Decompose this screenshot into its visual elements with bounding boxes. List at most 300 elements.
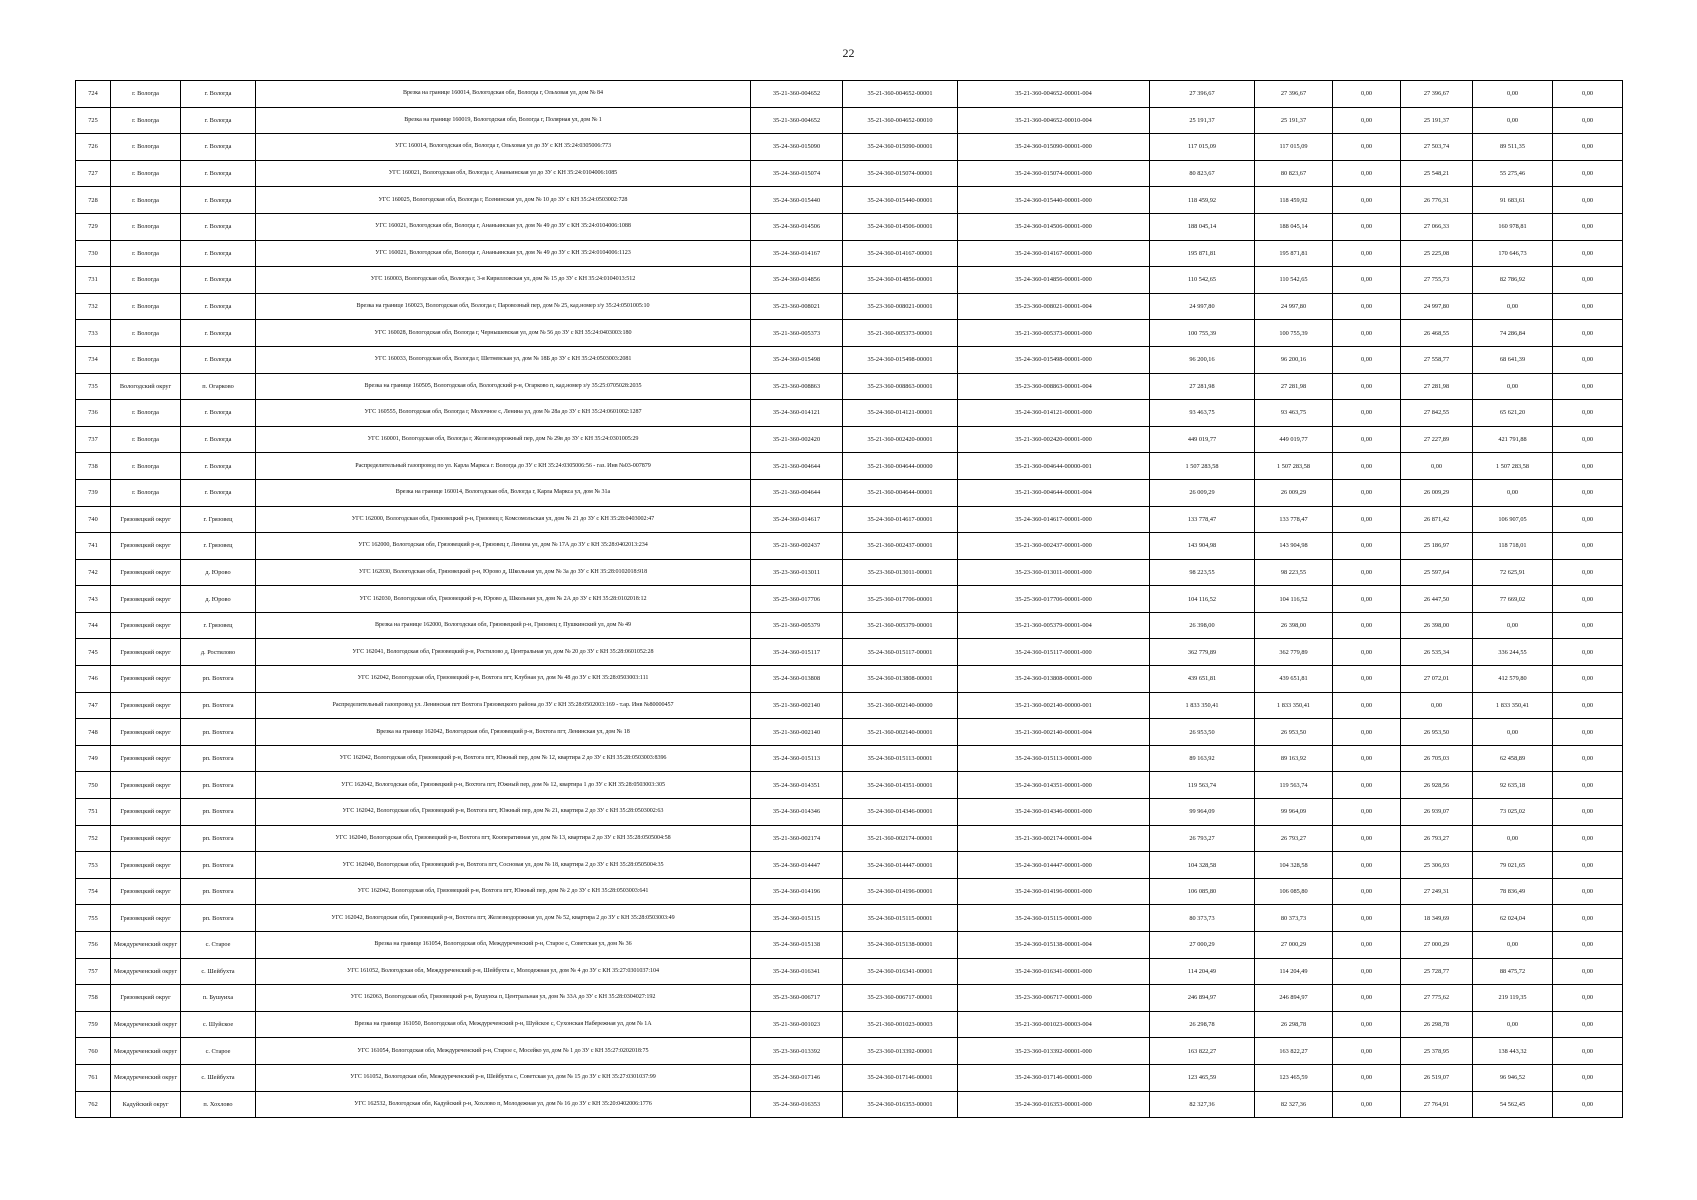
district-cell: г. Вологда bbox=[111, 81, 181, 108]
value-col-5-cell: 0,00 bbox=[1473, 932, 1553, 959]
total-value-cell: 26 953,50 bbox=[1150, 719, 1255, 746]
value-col-5-cell: 88 475,72 bbox=[1473, 958, 1553, 985]
asset-code-cell: 35-24-360-015440 bbox=[751, 187, 843, 214]
element-code-cell: 35-24-360-016341-00001-000 bbox=[958, 958, 1150, 985]
value-col-4-cell: 25 186,97 bbox=[1401, 533, 1473, 560]
value-col-6-cell: 0,00 bbox=[1553, 772, 1623, 799]
table-row bbox=[76, 1091, 1623, 1118]
element-code-cell: 35-24-360-015115-00001-000 bbox=[958, 905, 1150, 932]
district-cell: Кадуйский округ bbox=[111, 1091, 181, 1118]
value-col-4-cell: 26 535,34 bbox=[1401, 639, 1473, 666]
object-code-cell: 35-21-360-002174-00001 bbox=[843, 825, 958, 852]
total-value-cell: 362 779,89 bbox=[1150, 639, 1255, 666]
value-col-2-cell: 106 085,80 bbox=[1255, 878, 1333, 905]
row-number: 744 bbox=[76, 612, 111, 639]
object-code-cell: 35-21-360-002437-00001 bbox=[843, 533, 958, 560]
value-col-4-cell: 25 378,95 bbox=[1401, 1038, 1473, 1065]
value-col-6-cell: 0,00 bbox=[1553, 1011, 1623, 1038]
total-value-cell: 118 459,92 bbox=[1150, 187, 1255, 214]
asset-code-cell: 35-24-360-015117 bbox=[751, 639, 843, 666]
district-cell: Грязовецкий округ bbox=[111, 692, 181, 719]
row-number: 740 bbox=[76, 506, 111, 533]
value-col-3-cell: 0,00 bbox=[1333, 745, 1401, 772]
settlement-cell: г. Грязовец bbox=[181, 612, 256, 639]
element-code-cell: 35-24-360-016353-00001-000 bbox=[958, 1091, 1150, 1118]
total-value-cell: 82 327,36 bbox=[1150, 1091, 1255, 1118]
value-col-3-cell: 0,00 bbox=[1333, 107, 1401, 134]
object-address-cell: УГС 160021, Вологодская обл, Вологда г, Ананьинская ул до ЗУ с КН 35:24:0104006:1085 bbox=[256, 160, 751, 187]
value-col-5-cell: 68 641,39 bbox=[1473, 346, 1553, 373]
object-address-cell: УГС 160028, Вологодская обл, Вологда г, Чернышевская ул, дом № 56 до ЗУ с КН 35:24:0403003:180 bbox=[256, 320, 751, 347]
object-code-cell: 35-24-360-014167-00001 bbox=[843, 240, 958, 267]
value-col-6-cell: 0,00 bbox=[1553, 719, 1623, 746]
total-value-cell: 104 328,58 bbox=[1150, 852, 1255, 879]
value-col-4-cell: 27 755,73 bbox=[1401, 267, 1473, 294]
value-col-2-cell: 143 904,98 bbox=[1255, 533, 1333, 560]
table-row bbox=[76, 772, 1623, 799]
value-col-6-cell: 0,00 bbox=[1553, 639, 1623, 666]
object-code-cell: 35-24-360-015440-00001 bbox=[843, 187, 958, 214]
value-col-4-cell: 25 597,64 bbox=[1401, 559, 1473, 586]
value-col-2-cell: 118 459,92 bbox=[1255, 187, 1333, 214]
settlement-cell: с. Старое bbox=[181, 1038, 256, 1065]
element-code-cell: 35-25-360-017706-00001-000 bbox=[958, 586, 1150, 613]
settlement-cell: с. Шейбухта bbox=[181, 958, 256, 985]
object-code-cell: 35-23-360-006717-00001 bbox=[843, 985, 958, 1012]
asset-code-cell: 35-23-360-008863 bbox=[751, 373, 843, 400]
row-number: 752 bbox=[76, 825, 111, 852]
value-col-6-cell: 0,00 bbox=[1553, 187, 1623, 214]
table-row bbox=[76, 745, 1623, 772]
object-code-cell: 35-24-360-017146-00001 bbox=[843, 1064, 958, 1091]
value-col-3-cell: 0,00 bbox=[1333, 692, 1401, 719]
value-col-4-cell: 27 558,77 bbox=[1401, 346, 1473, 373]
table-row bbox=[76, 932, 1623, 959]
district-cell: Грязовецкий округ bbox=[111, 533, 181, 560]
value-col-6-cell: 0,00 bbox=[1553, 400, 1623, 427]
row-number: 749 bbox=[76, 745, 111, 772]
value-col-3-cell: 0,00 bbox=[1333, 878, 1401, 905]
value-col-6-cell: 0,00 bbox=[1553, 426, 1623, 453]
value-col-6-cell: 0,00 bbox=[1553, 320, 1623, 347]
value-col-3-cell: 0,00 bbox=[1333, 160, 1401, 187]
settlement-cell: г. Вологда bbox=[181, 134, 256, 161]
value-col-2-cell: 449 019,77 bbox=[1255, 426, 1333, 453]
row-number: 732 bbox=[76, 293, 111, 320]
value-col-4-cell: 26 928,56 bbox=[1401, 772, 1473, 799]
element-code-cell: 35-24-360-015440-00001-000 bbox=[958, 187, 1150, 214]
value-col-5-cell: 73 025,02 bbox=[1473, 799, 1553, 826]
value-col-3-cell: 0,00 bbox=[1333, 1011, 1401, 1038]
asset-code-cell: 35-21-360-005379 bbox=[751, 612, 843, 639]
value-col-4-cell: 26 447,50 bbox=[1401, 586, 1473, 613]
district-cell: Вологодский округ bbox=[111, 373, 181, 400]
table-row bbox=[76, 639, 1623, 666]
asset-code-cell: 35-21-360-001023 bbox=[751, 1011, 843, 1038]
value-col-5-cell: 106 907,05 bbox=[1473, 506, 1553, 533]
object-address-cell: Распределительный газопровод по ул. Карла Маркса г. Вологда до ЗУ с КН 35:24:0305006:56 - газ. Инв №03-007879 bbox=[256, 453, 751, 480]
settlement-cell: г. Вологда bbox=[181, 240, 256, 267]
settlement-cell: г. Вологда bbox=[181, 107, 256, 134]
value-col-4-cell: 27 000,29 bbox=[1401, 932, 1473, 959]
value-col-6-cell: 0,00 bbox=[1553, 160, 1623, 187]
row-number: 755 bbox=[76, 905, 111, 932]
element-code-cell: 35-24-360-014167-00001-000 bbox=[958, 240, 1150, 267]
value-col-2-cell: 99 964,09 bbox=[1255, 799, 1333, 826]
value-col-2-cell: 27 000,29 bbox=[1255, 932, 1333, 959]
row-number: 746 bbox=[76, 666, 111, 693]
asset-code-cell: 35-21-360-002140 bbox=[751, 692, 843, 719]
total-value-cell: 106 085,80 bbox=[1150, 878, 1255, 905]
value-col-2-cell: 104 328,58 bbox=[1255, 852, 1333, 879]
value-col-3-cell: 0,00 bbox=[1333, 852, 1401, 879]
value-col-2-cell: 24 997,80 bbox=[1255, 293, 1333, 320]
district-cell: г. Вологда bbox=[111, 400, 181, 427]
value-col-2-cell: 133 778,47 bbox=[1255, 506, 1333, 533]
value-col-2-cell: 1 507 283,58 bbox=[1255, 453, 1333, 480]
value-col-3-cell: 0,00 bbox=[1333, 799, 1401, 826]
value-col-5-cell: 0,00 bbox=[1473, 719, 1553, 746]
value-col-4-cell: 27 396,67 bbox=[1401, 81, 1473, 108]
asset-code-cell: 35-25-360-017706 bbox=[751, 586, 843, 613]
element-code-cell: 35-24-360-015117-00001-000 bbox=[958, 639, 1150, 666]
object-address-cell: УГС 160003, Вологодская обл, Вологда г, 3-я Кирилловская ул, дом № 15 до ЗУ с КН 35:24:0104013:512 bbox=[256, 267, 751, 294]
asset-code-cell: 35-24-360-014351 bbox=[751, 772, 843, 799]
table-row bbox=[76, 958, 1623, 985]
value-col-3-cell: 0,00 bbox=[1333, 293, 1401, 320]
value-col-5-cell: 62 458,89 bbox=[1473, 745, 1553, 772]
district-cell: Грязовецкий округ bbox=[111, 559, 181, 586]
row-number: 734 bbox=[76, 346, 111, 373]
total-value-cell: 99 964,09 bbox=[1150, 799, 1255, 826]
value-col-5-cell: 65 621,20 bbox=[1473, 400, 1553, 427]
object-address-cell: УГС 160001, Вологодская обл, Вологда г, Железнодорожный пер, дом № 29в до ЗУ с КН 35:24:0301005:29 bbox=[256, 426, 751, 453]
settlement-cell: п. Хохлово bbox=[181, 1091, 256, 1118]
object-code-cell: 35-24-360-015074-00001 bbox=[843, 160, 958, 187]
asset-code-cell: 35-24-360-014167 bbox=[751, 240, 843, 267]
total-value-cell: 80 373,73 bbox=[1150, 905, 1255, 932]
value-col-2-cell: 26 398,00 bbox=[1255, 612, 1333, 639]
settlement-cell: рп. Вохтога bbox=[181, 772, 256, 799]
element-code-cell: 35-21-360-004652-00010-004 bbox=[958, 107, 1150, 134]
value-col-4-cell: 26 871,42 bbox=[1401, 506, 1473, 533]
value-col-5-cell: 54 562,45 bbox=[1473, 1091, 1553, 1118]
total-value-cell: 246 894,97 bbox=[1150, 985, 1255, 1012]
value-col-4-cell: 18 349,69 bbox=[1401, 905, 1473, 932]
value-col-2-cell: 82 327,36 bbox=[1255, 1091, 1333, 1118]
value-col-3-cell: 0,00 bbox=[1333, 985, 1401, 1012]
value-col-2-cell: 93 463,75 bbox=[1255, 400, 1333, 427]
object-address-cell: Врезка на границе 160014, Вологодская обл, Вологда г, Карла Маркса ул, дом № 31а bbox=[256, 479, 751, 506]
total-value-cell: 114 204,49 bbox=[1150, 958, 1255, 985]
value-col-2-cell: 246 894,97 bbox=[1255, 985, 1333, 1012]
settlement-cell: рп. Вохтога bbox=[181, 719, 256, 746]
element-code-cell: 35-24-360-014506-00001-000 bbox=[958, 213, 1150, 240]
object-address-cell: Врезка на границе 162042, Вологодская обл, Грязовецкий р-н, Вохтога пгт, Ленинская ул, дом № 18 bbox=[256, 719, 751, 746]
object-code-cell: 35-21-360-004644-00000 bbox=[843, 453, 958, 480]
value-col-4-cell: 27 764,91 bbox=[1401, 1091, 1473, 1118]
value-col-2-cell: 25 191,37 bbox=[1255, 107, 1333, 134]
total-value-cell: 188 045,14 bbox=[1150, 213, 1255, 240]
object-address-cell: УГС 162063, Вологодская обл, Грязовецкий р-н, Бушуиха п, Центральная ул, дом № 33А до ЗУ с КН 35:28:0304027:192 bbox=[256, 985, 751, 1012]
value-col-3-cell: 0,00 bbox=[1333, 958, 1401, 985]
table-row bbox=[76, 559, 1623, 586]
total-value-cell: 163 822,27 bbox=[1150, 1038, 1255, 1065]
object-code-cell: 35-21-360-005379-00001 bbox=[843, 612, 958, 639]
value-col-3-cell: 0,00 bbox=[1333, 81, 1401, 108]
object-code-cell: 35-23-360-013392-00001 bbox=[843, 1038, 958, 1065]
value-col-5-cell: 412 579,80 bbox=[1473, 666, 1553, 693]
total-value-cell: 1 833 350,41 bbox=[1150, 692, 1255, 719]
value-col-6-cell: 0,00 bbox=[1553, 958, 1623, 985]
object-code-cell: 35-24-360-016341-00001 bbox=[843, 958, 958, 985]
element-code-cell: 35-21-360-002437-00001-000 bbox=[958, 533, 1150, 560]
total-value-cell: 133 778,47 bbox=[1150, 506, 1255, 533]
asset-code-cell: 35-24-360-014346 bbox=[751, 799, 843, 826]
object-code-cell: 35-24-360-014617-00001 bbox=[843, 506, 958, 533]
registry-table-wrapper bbox=[75, 80, 1622, 1118]
settlement-cell: г. Вологда bbox=[181, 267, 256, 294]
settlement-cell: с. Шуйское bbox=[181, 1011, 256, 1038]
district-cell: Междуреченский округ bbox=[111, 958, 181, 985]
object-address-cell: УГС 160021, Вологодская обл, Вологда г, Ананьинская ул, дом № 49 до ЗУ с КН 35:24:0104006:1123 bbox=[256, 240, 751, 267]
object-address-cell: УГС 162042, Вологодская обл, Грязовецкий р-н, Вохтога пгт, Южный пер, дом № 12, квартира 1 до ЗУ с КН 35:28:0503003:305 bbox=[256, 772, 751, 799]
value-col-6-cell: 0,00 bbox=[1553, 506, 1623, 533]
table-row bbox=[76, 81, 1623, 108]
value-col-3-cell: 0,00 bbox=[1333, 134, 1401, 161]
value-col-5-cell: 92 635,18 bbox=[1473, 772, 1553, 799]
value-col-3-cell: 0,00 bbox=[1333, 825, 1401, 852]
settlement-cell: г. Вологда bbox=[181, 293, 256, 320]
value-col-2-cell: 188 045,14 bbox=[1255, 213, 1333, 240]
value-col-6-cell: 0,00 bbox=[1553, 985, 1623, 1012]
element-code-cell: 35-24-360-015090-00001-000 bbox=[958, 134, 1150, 161]
settlement-cell: г. Вологда bbox=[181, 160, 256, 187]
object-code-cell: 35-24-360-016353-00001 bbox=[843, 1091, 958, 1118]
value-col-4-cell: 26 705,03 bbox=[1401, 745, 1473, 772]
total-value-cell: 24 997,80 bbox=[1150, 293, 1255, 320]
value-col-3-cell: 0,00 bbox=[1333, 479, 1401, 506]
value-col-4-cell: 26 468,55 bbox=[1401, 320, 1473, 347]
object-code-cell: 35-21-360-002140-00000 bbox=[843, 692, 958, 719]
value-col-2-cell: 26 009,29 bbox=[1255, 479, 1333, 506]
value-col-5-cell: 0,00 bbox=[1473, 1011, 1553, 1038]
total-value-cell: 195 871,81 bbox=[1150, 240, 1255, 267]
total-value-cell: 80 823,67 bbox=[1150, 160, 1255, 187]
district-cell: г. Вологда bbox=[111, 160, 181, 187]
row-number: 730 bbox=[76, 240, 111, 267]
asset-code-cell: 35-24-360-014447 bbox=[751, 852, 843, 879]
total-value-cell: 117 015,09 bbox=[1150, 134, 1255, 161]
object-code-cell: 35-21-360-005373-00001 bbox=[843, 320, 958, 347]
total-value-cell: 439 651,81 bbox=[1150, 666, 1255, 693]
value-col-2-cell: 163 822,27 bbox=[1255, 1038, 1333, 1065]
table-row bbox=[76, 134, 1623, 161]
value-col-5-cell: 0,00 bbox=[1473, 825, 1553, 852]
value-col-2-cell: 123 465,59 bbox=[1255, 1064, 1333, 1091]
asset-code-cell: 35-23-360-006717 bbox=[751, 985, 843, 1012]
table-row bbox=[76, 267, 1623, 294]
value-col-5-cell: 78 836,49 bbox=[1473, 878, 1553, 905]
value-col-3-cell: 0,00 bbox=[1333, 506, 1401, 533]
table-row bbox=[76, 107, 1623, 134]
row-number: 747 bbox=[76, 692, 111, 719]
value-col-4-cell: 26 298,78 bbox=[1401, 1011, 1473, 1038]
object-address-cell: УГС 162040, Вологодская обл, Грязовецкий р-н, Вохтога пгт, Сосновая ул, дом № 18, квартира 2 до ЗУ с КН 35:28:0505004:35 bbox=[256, 852, 751, 879]
value-col-4-cell: 26 398,00 bbox=[1401, 612, 1473, 639]
value-col-2-cell: 104 116,52 bbox=[1255, 586, 1333, 613]
value-col-3-cell: 0,00 bbox=[1333, 533, 1401, 560]
asset-code-cell: 35-24-360-015138 bbox=[751, 932, 843, 959]
element-code-cell: 35-24-360-014196-00001-000 bbox=[958, 878, 1150, 905]
object-code-cell: 35-21-360-004652-00010 bbox=[843, 107, 958, 134]
total-value-cell: 26 398,00 bbox=[1150, 612, 1255, 639]
object-code-cell: 35-24-360-014447-00001 bbox=[843, 852, 958, 879]
value-col-3-cell: 0,00 bbox=[1333, 267, 1401, 294]
object-address-cell: Врезка на границе 160014, Вологодская обл, Вологда г, Ольховая ул, дом № 84 bbox=[256, 81, 751, 108]
row-number: 736 bbox=[76, 400, 111, 427]
element-code-cell: 35-21-360-002420-00001-000 bbox=[958, 426, 1150, 453]
settlement-cell: г. Вологда bbox=[181, 346, 256, 373]
value-col-4-cell: 26 776,31 bbox=[1401, 187, 1473, 214]
district-cell: Междуреченский округ bbox=[111, 1064, 181, 1091]
object-address-cell: УГС 161054, Вологодская обл, Междуреченский р-н, Старое с, Мосейко ул, дом № 1 до ЗУ с КН 35:27:0202018:75 bbox=[256, 1038, 751, 1065]
row-number: 733 bbox=[76, 320, 111, 347]
row-number: 741 bbox=[76, 533, 111, 560]
value-col-4-cell: 26 009,29 bbox=[1401, 479, 1473, 506]
value-col-5-cell: 421 791,88 bbox=[1473, 426, 1553, 453]
settlement-cell: д. Ростилово bbox=[181, 639, 256, 666]
table-row bbox=[76, 719, 1623, 746]
row-number: 750 bbox=[76, 772, 111, 799]
value-col-2-cell: 195 871,81 bbox=[1255, 240, 1333, 267]
value-col-4-cell: 0,00 bbox=[1401, 453, 1473, 480]
value-col-5-cell: 0,00 bbox=[1473, 479, 1553, 506]
element-code-cell: 35-24-360-014121-00001-000 bbox=[958, 400, 1150, 427]
total-value-cell: 123 465,59 bbox=[1150, 1064, 1255, 1091]
table-row bbox=[76, 479, 1623, 506]
table-row bbox=[76, 533, 1623, 560]
total-value-cell: 93 463,75 bbox=[1150, 400, 1255, 427]
table-row bbox=[76, 373, 1623, 400]
value-col-5-cell: 138 443,32 bbox=[1473, 1038, 1553, 1065]
district-cell: г. Вологда bbox=[111, 187, 181, 214]
asset-code-cell: 35-21-360-004644 bbox=[751, 453, 843, 480]
object-address-cell: УГС 160555, Вологодская обл, Вологда г, Молочное с, Ленина ул, дом № 28а до ЗУ с КН 35:24:0601002:1287 bbox=[256, 400, 751, 427]
object-code-cell: 35-21-360-002140-00001 bbox=[843, 719, 958, 746]
district-cell: Грязовецкий округ bbox=[111, 985, 181, 1012]
settlement-cell: д. Юрово bbox=[181, 586, 256, 613]
value-col-2-cell: 117 015,09 bbox=[1255, 134, 1333, 161]
value-col-6-cell: 0,00 bbox=[1553, 692, 1623, 719]
value-col-3-cell: 0,00 bbox=[1333, 719, 1401, 746]
value-col-6-cell: 0,00 bbox=[1553, 905, 1623, 932]
table-row bbox=[76, 506, 1623, 533]
value-col-5-cell: 0,00 bbox=[1473, 81, 1553, 108]
asset-code-cell: 35-21-360-004652 bbox=[751, 81, 843, 108]
table-row bbox=[76, 320, 1623, 347]
value-col-3-cell: 0,00 bbox=[1333, 666, 1401, 693]
object-address-cell: Распределительный газопровод ул. Ленинская пгт Вохтога Грязовецкого района до ЗУ с КН 35:28:0502003:169 - т.ар. Инв №80000457 bbox=[256, 692, 751, 719]
district-cell: Грязовецкий округ bbox=[111, 719, 181, 746]
row-number: 745 bbox=[76, 639, 111, 666]
value-col-6-cell: 0,00 bbox=[1553, 932, 1623, 959]
asset-code-cell: 35-24-360-016353 bbox=[751, 1091, 843, 1118]
row-number: 754 bbox=[76, 878, 111, 905]
value-col-4-cell: 27 842,55 bbox=[1401, 400, 1473, 427]
value-col-2-cell: 439 651,81 bbox=[1255, 666, 1333, 693]
value-col-4-cell: 24 997,80 bbox=[1401, 293, 1473, 320]
row-number: 728 bbox=[76, 187, 111, 214]
value-col-3-cell: 0,00 bbox=[1333, 1091, 1401, 1118]
row-number: 724 bbox=[76, 81, 111, 108]
table-row bbox=[76, 240, 1623, 267]
object-address-cell: Врезка на границе 161054, Вологодская обл, Междуреченский р-н, Старое с, Советская ул, дом № 36 bbox=[256, 932, 751, 959]
settlement-cell: рп. Вохтога bbox=[181, 852, 256, 879]
settlement-cell: п. Огарково bbox=[181, 373, 256, 400]
asset-code-cell: 35-24-360-014856 bbox=[751, 267, 843, 294]
value-col-3-cell: 0,00 bbox=[1333, 213, 1401, 240]
value-col-6-cell: 0,00 bbox=[1553, 825, 1623, 852]
object-address-cell: УГС 161052, Вологодская обл, Междуреченский р-н, Шейбухта с, Молодежная ул, дом № 4 до ЗУ с КН 35:27:0301037:104 bbox=[256, 958, 751, 985]
asset-code-cell: 35-21-360-004652 bbox=[751, 107, 843, 134]
element-code-cell: 35-24-360-015074-00001-000 bbox=[958, 160, 1150, 187]
value-col-6-cell: 0,00 bbox=[1553, 240, 1623, 267]
total-value-cell: 449 019,77 bbox=[1150, 426, 1255, 453]
value-col-5-cell: 0,00 bbox=[1473, 373, 1553, 400]
value-col-5-cell: 219 119,35 bbox=[1473, 985, 1553, 1012]
row-number: 753 bbox=[76, 852, 111, 879]
value-col-2-cell: 119 563,74 bbox=[1255, 772, 1333, 799]
object-code-cell: 35-24-360-014196-00001 bbox=[843, 878, 958, 905]
value-col-6-cell: 0,00 bbox=[1553, 81, 1623, 108]
object-address-cell: УГС 162040, Вологодская обл, Грязовецкий р-н, Вохтога пгт, Кооперативная ул, дом № 13, квартира 2 до ЗУ с КН 35:28:0505004:58 bbox=[256, 825, 751, 852]
value-col-5-cell: 0,00 bbox=[1473, 293, 1553, 320]
value-col-2-cell: 26 298,78 bbox=[1255, 1011, 1333, 1038]
value-col-6-cell: 0,00 bbox=[1553, 1038, 1623, 1065]
district-cell: Междуреченский округ bbox=[111, 1011, 181, 1038]
table-row bbox=[76, 1064, 1623, 1091]
registry-table bbox=[75, 80, 1623, 1118]
value-col-5-cell: 91 683,61 bbox=[1473, 187, 1553, 214]
row-number: 739 bbox=[76, 479, 111, 506]
asset-code-cell: 35-23-360-013011 bbox=[751, 559, 843, 586]
value-col-5-cell: 72 625,91 bbox=[1473, 559, 1553, 586]
settlement-cell: г. Грязовец bbox=[181, 506, 256, 533]
total-value-cell: 143 904,98 bbox=[1150, 533, 1255, 560]
value-col-6-cell: 0,00 bbox=[1553, 666, 1623, 693]
value-col-2-cell: 100 755,39 bbox=[1255, 320, 1333, 347]
district-cell: Грязовецкий округ bbox=[111, 878, 181, 905]
value-col-4-cell: 25 191,37 bbox=[1401, 107, 1473, 134]
district-cell: г. Вологда bbox=[111, 134, 181, 161]
value-col-6-cell: 0,00 bbox=[1553, 799, 1623, 826]
district-cell: Грязовецкий округ bbox=[111, 586, 181, 613]
value-col-3-cell: 0,00 bbox=[1333, 346, 1401, 373]
object-code-cell: 35-23-360-008021-00001 bbox=[843, 293, 958, 320]
element-code-cell: 35-24-360-014856-00001-000 bbox=[958, 267, 1150, 294]
asset-code-cell: 35-24-360-015498 bbox=[751, 346, 843, 373]
settlement-cell: г. Грязовец bbox=[181, 533, 256, 560]
value-col-3-cell: 0,00 bbox=[1333, 639, 1401, 666]
table-row bbox=[76, 666, 1623, 693]
object-code-cell: 35-21-360-002420-00001 bbox=[843, 426, 958, 453]
object-address-cell: УГС 161052, Вологодская обл, Междуреченский р-н, Шейбухта с, Советская ул, дом № 15 до ЗУ с КН 35:27:0301037:99 bbox=[256, 1064, 751, 1091]
district-cell: Грязовецкий округ bbox=[111, 905, 181, 932]
object-address-cell: УГС 162042, Вологодская обл, Грязовецкий р-н, Вохтога пгт, Железнодорожная ул, дом № 52, квартира 2 до ЗУ с КН 35:28:0503003:49 bbox=[256, 905, 751, 932]
value-col-5-cell: 89 511,35 bbox=[1473, 134, 1553, 161]
element-code-cell: 35-23-360-008021-00001-004 bbox=[958, 293, 1150, 320]
